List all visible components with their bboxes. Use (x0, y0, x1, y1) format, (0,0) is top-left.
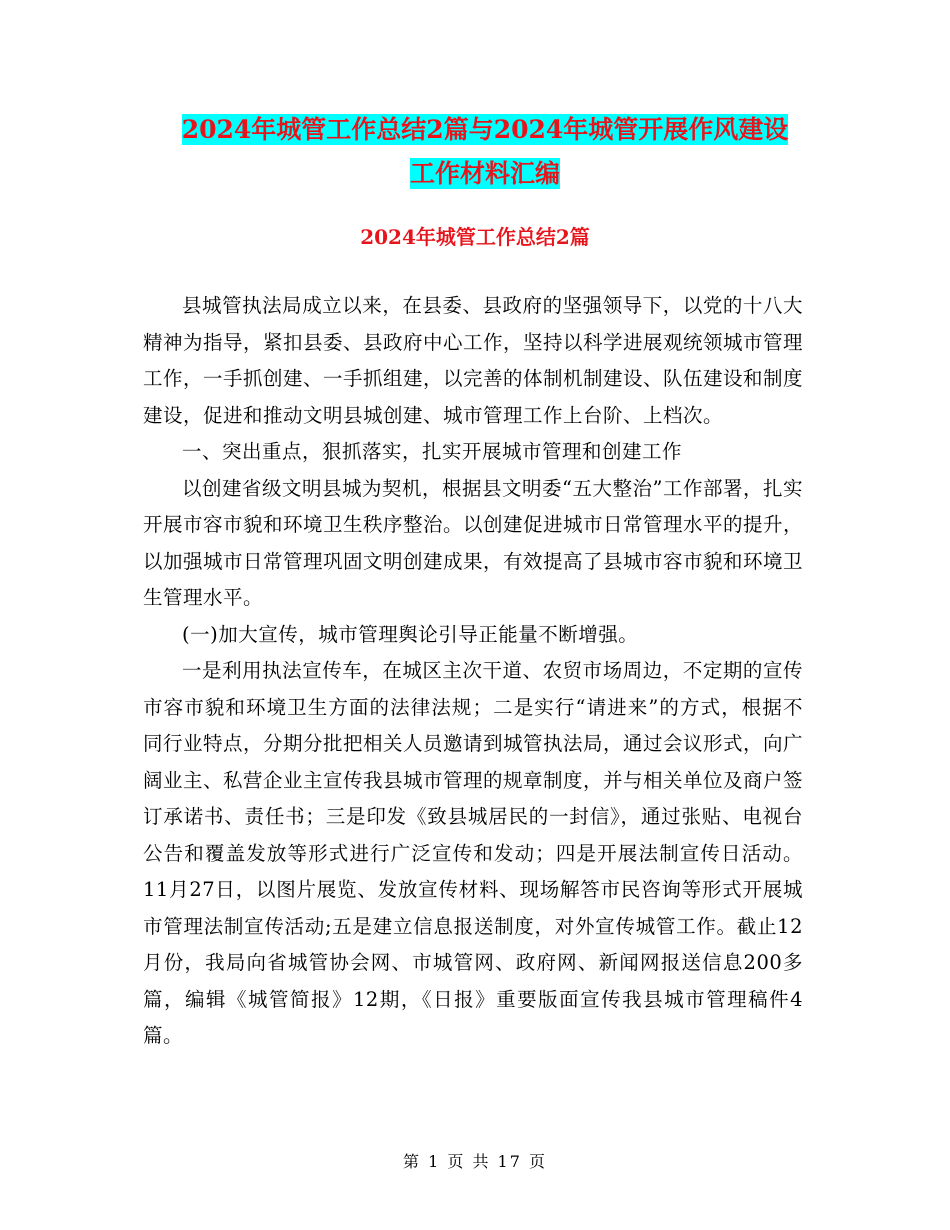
document-body (143, 288, 803, 1055)
page-footer: 第 1 页 共 17 页 (403, 1152, 547, 1171)
paragraph-heading-1: 一、突出重点，狠抓落实，扎实开展城市管理和创建工作 (182, 440, 683, 463)
paragraph-subheading-1: (一)加大宣传，城市管理舆论引导正能量不断增强。 (182, 622, 639, 646)
document-title-line-1: 2024年城管工作总结2篇与2024年城管开展作风建设 (181, 115, 789, 144)
paragraph-rectification: 以创建省级文明县城为契机，根据县文明委“五大整治”工作部署，扎实开展市容市貌和环境卫生秩序整治。以创建促进城市日常管理水平的提升，以加强城市日常管理巩固文明创建成果，有效提高了县城市容市貌和环境卫生管理水平。 (143, 476, 804, 609)
document-title-line-2: 工作材料汇编 (409, 159, 560, 188)
paragraph-intro: 县城管执法局成立以来，在县委、县政府的坚强领导下，以党的十八大精神为指导，紧扣县委、县政府中心工作，坚持以科学进展观统领城市管理工作，一手抓创建、一手抓组建，以完善的体制机制建设、队伍建设和制度建设，促进和推动文明县城创建、城市管理工作上台阶、上档次。 (143, 294, 804, 427)
paragraph-publicity: 一是利用执法宣传车，在城区主次干道、农贸市场周边，不定期的宣传市容市貌和环境卫生方面的法律法规；二是实行“请进来”的方式，根据不同行业特点，分期分批把相关人员邀请到城管执法局，通过会议形式，向广阔业主、私营企业主宣传我县城市管理的规章制度，并与相关单位及商户签订承诺书、责任书；三是印发《致县城居民的一封信》，通过张贴、电视台公告和覆盖发放等形式进行广泛宣传和发动；四是开展法制宣传日活动。11月27日，以图片展览、发放宣传材料、现场解答市民咨询等形式开展城市管理法制宣传活动;五是建立信息报送制度，对外宣传城管工作。截止12月份，我局向省城管协会网、市城管网、政府网、新闻网报送信息200多篇，编辑《城管简报》12期，《日报》重要版面宣传我县城市管理稿件4篇。 (143, 659, 804, 1047)
section-title: 2024年城管工作总结2篇 (360, 225, 590, 249)
document-title (150, 108, 820, 196)
